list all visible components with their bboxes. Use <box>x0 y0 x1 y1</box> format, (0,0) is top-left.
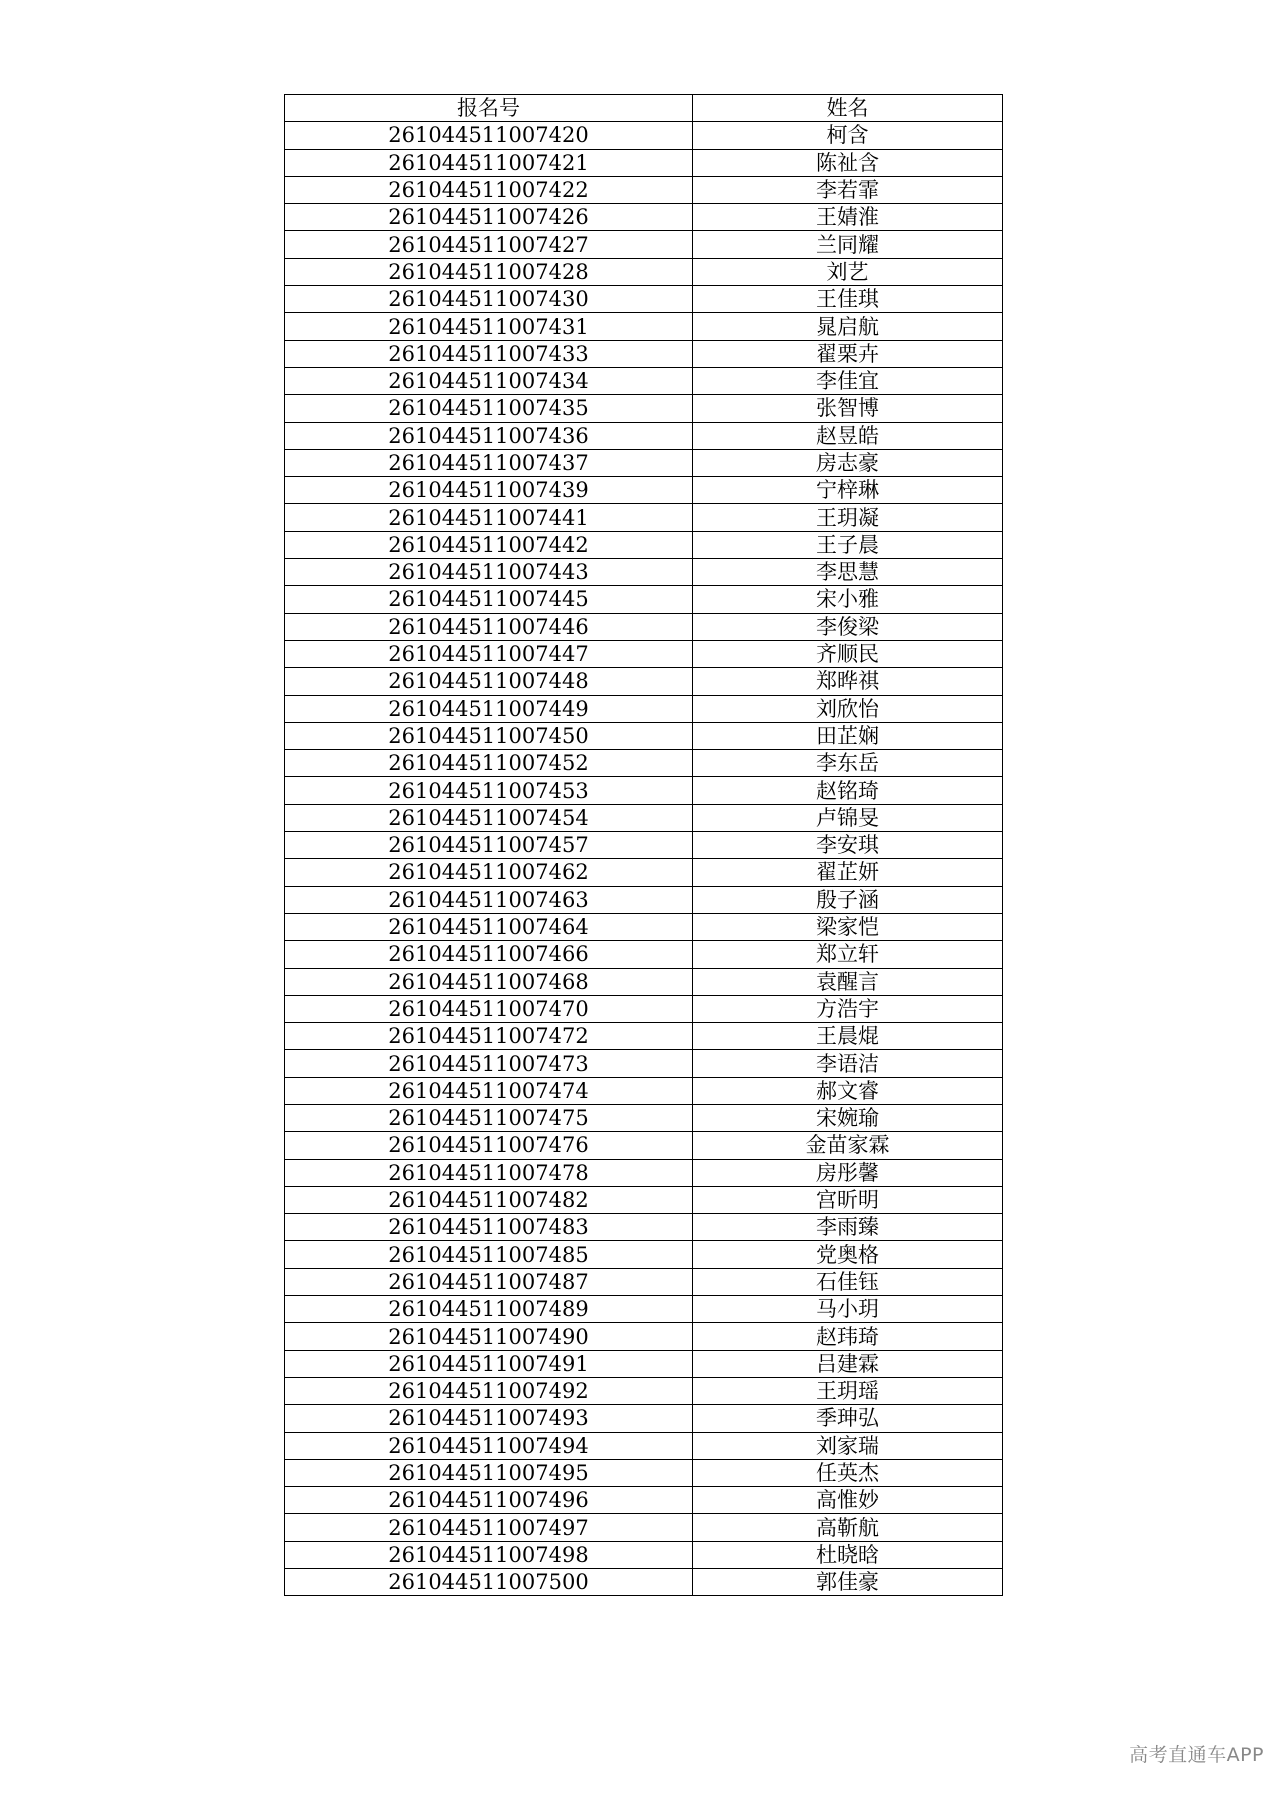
name-cell: 方浩宇 <box>693 995 1003 1022</box>
table-row <box>285 1104 1003 1131</box>
name-cell: 宫昕明 <box>693 1186 1003 1213</box>
registration-number-cell: 261044511007447 <box>285 640 693 667</box>
table-row <box>285 204 1003 231</box>
table-row <box>285 258 1003 285</box>
registration-number-cell: 261044511007426 <box>285 204 693 231</box>
registration-number-cell: 261044511007464 <box>285 913 693 940</box>
registration-number-cell: 261044511007453 <box>285 777 693 804</box>
name-cell: 房彤馨 <box>693 1159 1003 1186</box>
name-cell: 宋小雅 <box>693 586 1003 613</box>
name-cell: 晁启航 <box>693 313 1003 340</box>
name-cell: 刘欣怡 <box>693 695 1003 722</box>
table-row <box>285 859 1003 886</box>
registration-number-cell: 261044511007454 <box>285 804 693 831</box>
name-cell: 宁梓琳 <box>693 477 1003 504</box>
name-cell: 李雨臻 <box>693 1214 1003 1241</box>
table-row <box>285 531 1003 558</box>
table-row <box>285 1350 1003 1377</box>
name-cell: 陈祉含 <box>693 149 1003 176</box>
registration-number-cell: 261044511007475 <box>285 1104 693 1131</box>
table-row <box>285 340 1003 367</box>
table-row <box>285 1487 1003 1514</box>
name-cell: 刘家瑞 <box>693 1432 1003 1459</box>
name-cell: 李佳宜 <box>693 367 1003 394</box>
registration-number-cell: 261044511007441 <box>285 504 693 531</box>
registration-number-cell: 261044511007446 <box>285 613 693 640</box>
table-row <box>285 886 1003 913</box>
name-cell: 郝文睿 <box>693 1077 1003 1104</box>
registration-number-cell: 261044511007457 <box>285 832 693 859</box>
registration-number-cell: 261044511007470 <box>285 995 693 1022</box>
table-row <box>285 1241 1003 1268</box>
registration-number-cell: 261044511007462 <box>285 859 693 886</box>
registration-number-cell: 261044511007493 <box>285 1405 693 1432</box>
table-row <box>285 367 1003 394</box>
name-cell: 田芷娴 <box>693 722 1003 749</box>
table-row <box>285 804 1003 831</box>
registration-number-cell: 261044511007492 <box>285 1377 693 1404</box>
registration-number-cell: 261044511007442 <box>285 531 693 558</box>
table-body <box>285 122 1003 1596</box>
registration-number-cell: 261044511007449 <box>285 695 693 722</box>
registration-number-cell: 261044511007421 <box>285 149 693 176</box>
name-cell: 吕建霖 <box>693 1350 1003 1377</box>
name-cell: 郑晔祺 <box>693 668 1003 695</box>
header-name: 姓名 <box>693 95 1003 122</box>
table-row <box>285 695 1003 722</box>
name-cell: 李俊梁 <box>693 613 1003 640</box>
registration-number-cell: 261044511007437 <box>285 449 693 476</box>
registration-number-cell: 261044511007422 <box>285 176 693 203</box>
name-cell: 翟栗卉 <box>693 340 1003 367</box>
table-row <box>285 1377 1003 1404</box>
table-row <box>285 1077 1003 1104</box>
registration-number-cell: 261044511007433 <box>285 340 693 367</box>
name-cell: 石佳钰 <box>693 1268 1003 1295</box>
name-cell: 赵昱皓 <box>693 422 1003 449</box>
registration-number-cell: 261044511007450 <box>285 722 693 749</box>
registration-number-cell: 261044511007478 <box>285 1159 693 1186</box>
table-row <box>285 422 1003 449</box>
name-cell: 宋婉瑜 <box>693 1104 1003 1131</box>
table-row <box>285 1459 1003 1486</box>
name-cell: 梁家恺 <box>693 913 1003 940</box>
registration-number-cell: 261044511007443 <box>285 559 693 586</box>
name-cell: 李东岳 <box>693 750 1003 777</box>
table-row <box>285 1132 1003 1159</box>
name-cell: 王玥瑶 <box>693 1377 1003 1404</box>
registration-number-cell: 261044511007491 <box>285 1350 693 1377</box>
table-row <box>285 832 1003 859</box>
name-cell: 郑立轩 <box>693 941 1003 968</box>
registration-number-cell: 261044511007420 <box>285 122 693 149</box>
registration-number-cell: 261044511007489 <box>285 1296 693 1323</box>
registration-number-cell: 261044511007500 <box>285 1569 693 1596</box>
table-row <box>285 176 1003 203</box>
name-cell: 李安琪 <box>693 832 1003 859</box>
table-row <box>285 941 1003 968</box>
registration-number-cell: 261044511007482 <box>285 1186 693 1213</box>
applicant-table <box>284 94 1003 1596</box>
table-row <box>285 1541 1003 1568</box>
registration-number-cell: 261044511007487 <box>285 1268 693 1295</box>
name-cell: 李思慧 <box>693 559 1003 586</box>
table-row <box>285 1023 1003 1050</box>
registration-number-cell: 261044511007436 <box>285 422 693 449</box>
table-row <box>285 1050 1003 1077</box>
table-row <box>285 668 1003 695</box>
registration-number-cell: 261044511007490 <box>285 1323 693 1350</box>
name-cell: 王佳琪 <box>693 286 1003 313</box>
name-cell: 高靳航 <box>693 1514 1003 1541</box>
table-row <box>285 477 1003 504</box>
name-cell: 房志豪 <box>693 449 1003 476</box>
registration-number-cell: 261044511007498 <box>285 1541 693 1568</box>
name-cell: 杜晓晗 <box>693 1541 1003 1568</box>
table-row <box>285 286 1003 313</box>
registration-number-cell: 261044511007496 <box>285 1487 693 1514</box>
registration-number-cell: 261044511007485 <box>285 1241 693 1268</box>
registration-number-cell: 261044511007445 <box>285 586 693 613</box>
table-row <box>285 1323 1003 1350</box>
table-row <box>285 968 1003 995</box>
registration-number-cell: 261044511007448 <box>285 668 693 695</box>
registration-number-cell: 261044511007427 <box>285 231 693 258</box>
registration-number-cell: 261044511007494 <box>285 1432 693 1459</box>
table-row <box>285 913 1003 940</box>
name-cell: 任英杰 <box>693 1459 1003 1486</box>
table-row <box>285 1186 1003 1213</box>
name-cell: 王玥凝 <box>693 504 1003 531</box>
registration-number-cell: 261044511007497 <box>285 1514 693 1541</box>
name-cell: 柯含 <box>693 122 1003 149</box>
name-cell: 党奥格 <box>693 1241 1003 1268</box>
registration-number-cell: 261044511007430 <box>285 286 693 313</box>
table-row <box>285 1296 1003 1323</box>
table-row <box>285 449 1003 476</box>
table-row <box>285 777 1003 804</box>
name-cell: 王子晨 <box>693 531 1003 558</box>
registration-number-cell: 261044511007495 <box>285 1459 693 1486</box>
table-row <box>285 995 1003 1022</box>
name-cell: 季珅弘 <box>693 1405 1003 1432</box>
registration-number-cell: 261044511007466 <box>285 941 693 968</box>
table-row <box>285 1569 1003 1596</box>
table-row <box>285 559 1003 586</box>
table-row <box>285 1514 1003 1541</box>
name-cell: 王婧淮 <box>693 204 1003 231</box>
registration-number-cell: 261044511007474 <box>285 1077 693 1104</box>
table-row <box>285 1159 1003 1186</box>
name-cell: 赵铭琦 <box>693 777 1003 804</box>
registration-number-cell: 261044511007473 <box>285 1050 693 1077</box>
table-row <box>285 149 1003 176</box>
table-row <box>285 395 1003 422</box>
table-row <box>285 504 1003 531</box>
registration-number-cell: 261044511007472 <box>285 1023 693 1050</box>
registration-number-cell: 261044511007434 <box>285 367 693 394</box>
table-row <box>285 231 1003 258</box>
name-cell: 郭佳豪 <box>693 1569 1003 1596</box>
registration-number-cell: 261044511007452 <box>285 750 693 777</box>
name-cell: 齐顺民 <box>693 640 1003 667</box>
registration-number-cell: 261044511007476 <box>285 1132 693 1159</box>
table-row <box>285 613 1003 640</box>
header-registration-number: 报名号 <box>285 95 693 122</box>
table-row <box>285 1214 1003 1241</box>
table-row <box>285 722 1003 749</box>
table-row <box>285 122 1003 149</box>
watermark: 高考直通车APP <box>1129 1744 1264 1766</box>
name-cell: 高惟妙 <box>693 1487 1003 1514</box>
table-row <box>285 313 1003 340</box>
registration-number-cell: 261044511007463 <box>285 886 693 913</box>
table-row <box>285 586 1003 613</box>
name-cell: 兰同耀 <box>693 231 1003 258</box>
registration-number-cell: 261044511007435 <box>285 395 693 422</box>
name-cell: 张智博 <box>693 395 1003 422</box>
name-cell: 刘艺 <box>693 258 1003 285</box>
name-cell: 袁醒言 <box>693 968 1003 995</box>
table-row <box>285 640 1003 667</box>
name-cell: 翟芷妍 <box>693 859 1003 886</box>
registration-number-cell: 261044511007468 <box>285 968 693 995</box>
name-cell: 李若霏 <box>693 176 1003 203</box>
name-cell: 李语洁 <box>693 1050 1003 1077</box>
name-cell: 王晨焜 <box>693 1023 1003 1050</box>
registration-number-cell: 261044511007483 <box>285 1214 693 1241</box>
registration-number-cell: 261044511007439 <box>285 477 693 504</box>
name-cell: 殷子涵 <box>693 886 1003 913</box>
registration-number-cell: 261044511007428 <box>285 258 693 285</box>
table-header-row <box>285 95 1003 122</box>
name-cell: 卢锦旻 <box>693 804 1003 831</box>
table-row <box>285 1268 1003 1295</box>
table-row <box>285 1432 1003 1459</box>
name-cell: 马小玥 <box>693 1296 1003 1323</box>
registration-number-cell: 261044511007431 <box>285 313 693 340</box>
name-cell: 金苗家霖 <box>693 1132 1003 1159</box>
name-cell: 赵玮琦 <box>693 1323 1003 1350</box>
table-row <box>285 1405 1003 1432</box>
table-row <box>285 750 1003 777</box>
